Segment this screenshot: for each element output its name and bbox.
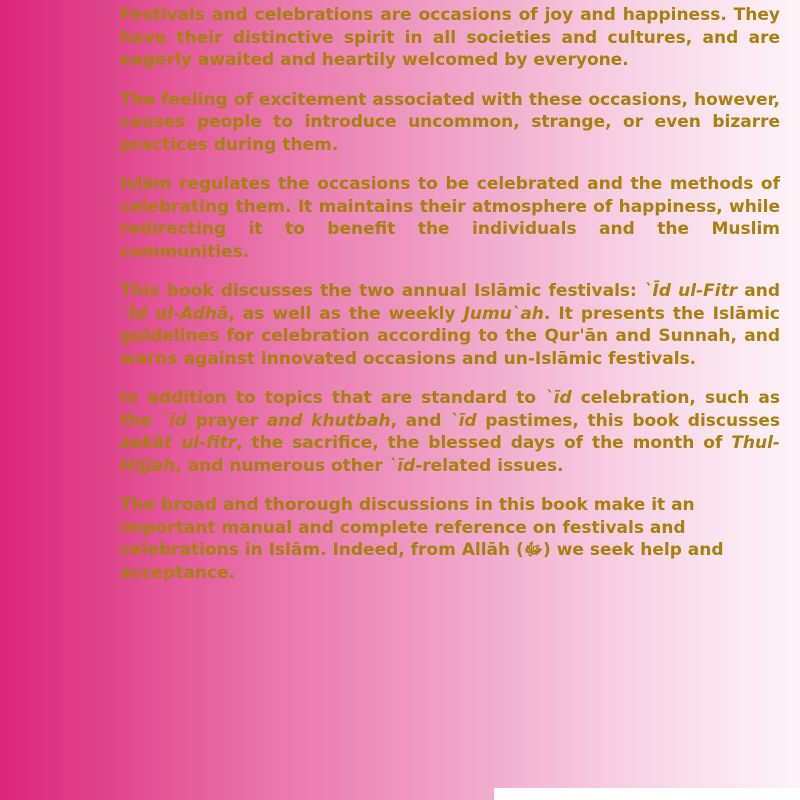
paragraph-1-text: Festivals and celebrations are occasions of joy and happiness. They have their distinctive spirit in all societies and cultures, and are eagerly awaited and heartily welcomed by everyone. (120, 5, 780, 70)
term-jumuah: Jumu`ah (463, 303, 544, 324)
paragraph-excitement (120, 89, 780, 157)
text-run: prayer (186, 410, 267, 431)
term-thul-hijjah: Thul-Hijjah (120, 433, 780, 476)
text-run: . It presents the Islāmic guidelines for celebration according to the Qur'ān and Sunnah, and warns against innovated occasions and un-Islāmic festivals. (120, 303, 780, 369)
term-id: `īd (545, 388, 572, 408)
text-run: pastimes, this book discusses (476, 410, 780, 431)
paragraph-reference (120, 494, 780, 584)
text-run: The broad and thorough discussions in this book make it an important manual and complete reference on festivals and celebrations in Islām. Indeed, from Allāh ( (120, 495, 695, 560)
text-run: This book discusses the two annual Islāmic festivals: (120, 281, 644, 301)
paragraph-islam-regulates (120, 173, 780, 263)
back-cover-text (120, 4, 780, 601)
glorification-symbol: ﷻ (523, 540, 544, 560)
paragraph-festivals-intro (120, 4, 780, 72)
term-zakat-ul-fitr: zakāt ul-fitr (120, 433, 237, 453)
text-run: , as well as the weekly (228, 303, 464, 324)
paragraph-2-text: The feeling of excitement associated with these occasions, however, causes people to introduce uncommon, strange, or even bizarre practices during them. (120, 89, 780, 155)
term-and-khutbah: and khutbah (266, 410, 391, 431)
text-run: and (737, 281, 780, 301)
text-run: ) we seek help and acceptance. (120, 540, 724, 583)
text-run: -related issues. (415, 455, 564, 476)
text-run: , the sacrifice, the blessed days of the month of (236, 433, 732, 453)
text-run: , and (390, 410, 451, 431)
term-id-ul-fitr: `Īd ul-Fitr (643, 281, 738, 301)
paragraph-book-discusses (120, 280, 780, 370)
paragraph-3-text: Islām regulates the occasions to be celebrated and the methods of celebrating them. It maintains their atmosphere of happiness, while redirecting it to benefit the individuals and the Muslim communities. (120, 174, 780, 262)
term-id: `īd (160, 410, 187, 431)
term-id-ul-adha: `Īd ul-Adhā (120, 303, 229, 324)
text-run: celebration, such as the (120, 388, 780, 431)
text-run: In addition to topics that are standard to (120, 388, 546, 408)
term-id: `īd (388, 455, 416, 476)
term-id: `īd (450, 410, 477, 431)
text-run: , and numerous other (175, 455, 389, 476)
paragraph-topics (120, 387, 780, 477)
white-label-sticker (494, 788, 800, 800)
